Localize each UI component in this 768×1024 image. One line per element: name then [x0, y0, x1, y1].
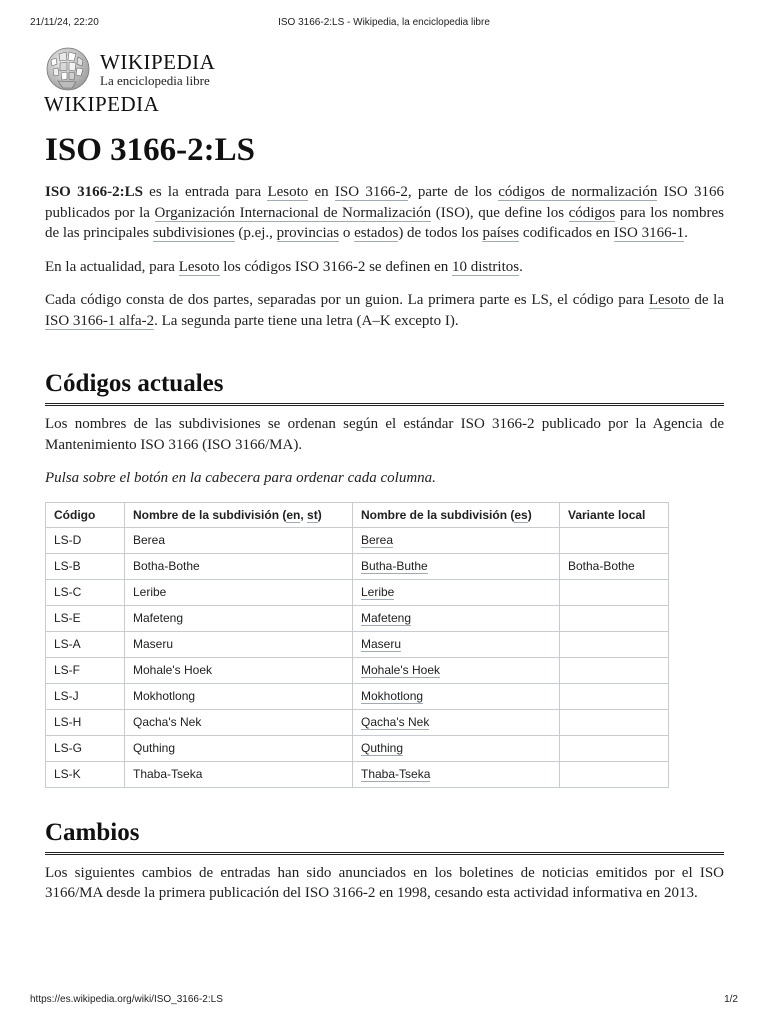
link-subdivision[interactable]: Quthing — [361, 741, 404, 755]
table-row — [46, 683, 669, 709]
cell-name-es — [353, 735, 560, 761]
header-text: , — [300, 507, 308, 522]
column-header-name-en[interactable] — [125, 502, 353, 527]
table-row — [46, 735, 669, 761]
cambios-description: Los siguientes cambios de entradas han sido anunciados en los boletines de noticias emitidos por el ISO 3166/MA desde la primera publicación del ISO 3166-2 en 1998, cesando esta actividad informativa en 2013. — [45, 864, 724, 901]
print-page-number: 1/2 — [724, 994, 738, 1005]
intro-text: (ISO), que define los — [431, 204, 569, 221]
wikipedia-tagline: La enciclopedia libre — [100, 73, 210, 88]
cell-name-es — [353, 631, 560, 657]
intro-text: . — [684, 225, 688, 241]
intro-text: , parte de los — [407, 184, 499, 200]
cell-local-variant — [560, 657, 669, 683]
paragraph-text: En la actualidad, para — [45, 258, 179, 275]
cell-name-en: Quthing — [125, 735, 353, 761]
cell-code: LS-D — [46, 527, 125, 553]
cell-local-variant — [560, 683, 669, 709]
link-subdivision[interactable]: Mohale's Hoek — [361, 663, 440, 677]
link-subdivision[interactable]: Mokhotlong — [361, 689, 424, 703]
subdivision-codes-table — [45, 502, 669, 788]
table-row — [46, 553, 669, 579]
cell-code: LS-E — [46, 605, 125, 631]
link-subdivision[interactable]: Leribe — [361, 585, 395, 599]
intro-text: en — [308, 184, 335, 200]
print-url: https://es.wikipedia.org/wiki/ISO_3166-2:LS — [30, 994, 223, 1005]
link-subdivision[interactable]: Butha-Buthe — [361, 559, 428, 573]
article-content — [45, 128, 724, 917]
cell-local-variant — [560, 709, 669, 735]
link-subdivision[interactable]: Berea — [361, 533, 394, 547]
link-estados[interactable]: estados — [354, 225, 399, 241]
page-title: ISO 3166-2:LS — [45, 132, 255, 168]
cell-name-en: Maseru — [125, 631, 353, 657]
intro-text: o — [339, 225, 355, 241]
link-subdivision[interactable]: Mafeteng — [361, 611, 412, 625]
table-row — [46, 579, 669, 605]
paragraph-distritos — [45, 257, 724, 278]
link-subdivision[interactable]: Thaba-Tseka — [361, 767, 431, 781]
link-en[interactable]: en — [286, 507, 301, 522]
link-paises[interactable]: países — [482, 225, 520, 241]
sort-note: Pulsa sobre el botón en la cabecera para ordenar cada columna. — [45, 470, 436, 486]
link-iso-3166-1-alfa-2[interactable]: ISO 3166-1 alfa-2 — [45, 312, 155, 329]
column-header-local[interactable]: Variante local — [560, 502, 669, 527]
cell-name-es — [353, 605, 560, 631]
wikipedia-wordmark-secondary: WIKIPEDIA — [44, 92, 160, 116]
intro-text: codificados en — [519, 225, 614, 241]
cell-code: LS-B — [46, 553, 125, 579]
cell-local-variant — [560, 605, 669, 631]
table-body — [46, 527, 669, 787]
table-header-row — [46, 502, 669, 527]
table-row — [46, 709, 669, 735]
link-lesoto[interactable]: Lesoto — [267, 184, 309, 200]
cell-name-en: Botha-Bothe — [125, 553, 353, 579]
link-subdivisiones[interactable]: subdivisiones — [152, 225, 235, 241]
print-page-title: ISO 3166-2:LS - Wikipedia, la enciclopedia libre — [278, 17, 490, 28]
cell-name-en: Mafeteng — [125, 605, 353, 631]
link-es[interactable]: es — [514, 507, 528, 522]
cell-code: LS-C — [46, 579, 125, 605]
cell-local-variant — [560, 527, 669, 553]
cell-name-es — [353, 527, 560, 553]
cell-local-variant: Botha-Bothe — [560, 553, 669, 579]
intro-bold-term: ISO 3166-2:LS — [45, 184, 143, 200]
print-footer — [30, 994, 738, 1005]
cell-local-variant — [560, 579, 669, 605]
paragraph-text: . La segunda parte tiene una letra (A–K excepto I). — [154, 312, 459, 329]
cell-name-es — [353, 553, 560, 579]
paragraph-text: de la — [689, 292, 725, 308]
cell-local-variant — [560, 761, 669, 787]
link-codigos[interactable]: códigos — [568, 204, 616, 221]
cell-name-en: Mokhotlong — [125, 683, 353, 709]
table-row — [46, 657, 669, 683]
cell-code: LS-G — [46, 735, 125, 761]
cell-local-variant — [560, 735, 669, 761]
intro-text: ISO 3166 publicados por la — [45, 184, 724, 221]
intro-text: para los nombres de las principales — [45, 204, 724, 241]
cell-code: LS-H — [46, 709, 125, 735]
link-lesoto[interactable]: Lesoto — [178, 258, 220, 275]
cell-name-es — [353, 709, 560, 735]
section-heading-codigos-actuales: Códigos actuales — [45, 369, 724, 406]
cell-code: LS-J — [46, 683, 125, 709]
table-row — [46, 761, 669, 787]
link-provincias[interactable]: provincias — [276, 225, 340, 241]
link-lesoto[interactable]: Lesoto — [648, 292, 690, 308]
link-st[interactable]: st — [307, 507, 318, 522]
link-codigos-normalizacion[interactable]: códigos de normalización — [498, 184, 658, 200]
cell-code: LS-K — [46, 761, 125, 787]
intro-text: (p.ej., — [234, 225, 277, 241]
cell-name-en: Leribe — [125, 579, 353, 605]
table-row — [46, 631, 669, 657]
section-description: Los nombres de las subdivisiones se ordenan según el estándar ISO 3166-2 publicado por la Agencia de Mantenimiento ISO 3166 (ISO 3166/MA). — [45, 416, 724, 453]
cell-name-en: Thaba-Tseka — [125, 761, 353, 787]
cell-code: LS-A — [46, 631, 125, 657]
link-10-distritos[interactable]: 10 distritos — [451, 258, 520, 275]
paragraph-text: . — [519, 258, 523, 275]
column-header-name-es[interactable] — [353, 502, 560, 527]
intro-paragraph — [45, 182, 724, 244]
wikipedia-globe-logo[interactable] — [42, 46, 94, 92]
paragraph-text: Cada código consta de dos partes, separadas por un guion. La primera parte es LS, el código para — [45, 292, 649, 308]
table-row — [46, 527, 669, 553]
paragraph-codigo-partes — [45, 290, 724, 331]
cell-name-es — [353, 579, 560, 605]
intro-text: ) de todos los — [398, 225, 483, 241]
header-text: ) — [527, 507, 532, 522]
table-row — [46, 605, 669, 631]
header-text: Nombre de la subdivisión ( — [361, 507, 515, 522]
header-text: ) — [317, 507, 322, 522]
cell-name-es — [353, 683, 560, 709]
link-iso-3166-1[interactable]: ISO 3166-1 — [613, 225, 685, 241]
intro-text: es la entrada para — [142, 184, 268, 200]
column-header-code[interactable]: Código — [46, 502, 125, 527]
cell-name-es — [353, 761, 560, 787]
cell-code: LS-F — [46, 657, 125, 683]
cell-name-en: Berea — [125, 527, 353, 553]
link-organizacion-internacional[interactable]: Organización Internacional de Normalización — [154, 204, 432, 221]
cell-name-es — [353, 657, 560, 683]
section-heading-cambios: Cambios — [45, 818, 724, 855]
header-text: Nombre de la subdivisión ( — [133, 507, 287, 522]
cell-name-en: Qacha's Nek — [125, 709, 353, 735]
cell-local-variant — [560, 631, 669, 657]
link-subdivision[interactable]: Qacha's Nek — [361, 715, 430, 729]
link-iso-3166-2[interactable]: ISO 3166-2 — [334, 184, 408, 200]
paragraph-text: los códigos ISO 3166-2 se definen en — [219, 258, 452, 275]
link-subdivision[interactable]: Maseru — [361, 637, 402, 651]
print-datetime: 21/11/24, 22:20 — [30, 17, 99, 28]
wikipedia-wordmark[interactable]: WIKIPEDIA — [100, 50, 216, 74]
cell-name-en: Mohale's Hoek — [125, 657, 353, 683]
